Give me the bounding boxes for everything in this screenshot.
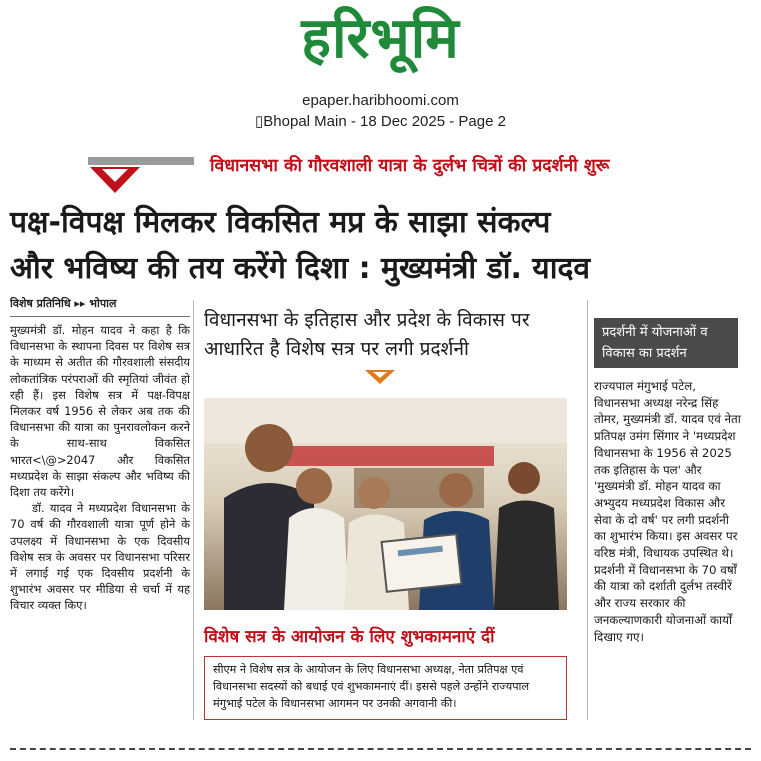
headline-line-1: पक्ष-विपक्ष मिलकर विकसित मप्र के साझा संकल्प <box>10 205 551 240</box>
chevron-icon <box>90 167 140 195</box>
body-paragraph-2: डॉ. यादव ने मध्यप्रदेश विधानसभा के 70 वर्ष की गौरवशाली यात्रा पूर्ण होने के उपलक्ष्य में विधानसभा के एक दिवसीय विशेष सत्र के अवसर पर विधानसभा परिसर में लगाई गई एक दिवसीय प्रदर्शनी के शुभारंभ अवसर पर मीडिया से चर्चा में यह विचार व्यक्त किए। <box>10 501 190 613</box>
column-divider <box>587 300 588 720</box>
column-divider <box>193 300 194 720</box>
body-paragraph-1: मुख्यमंत्री डॉ. मोहन यादव ने कहा है कि विधानसभा के स्थापना दिवस पर विशेष सत्र के माध्यम से अतीत की गौरवशाली संसदीय लोकतांत्रिक परंपराओं की स्मृतियां जीवंत हो रही हैं। इस विशेष सत्र में पक्ष-विपक्ष मिलकर वर्ष 1956 से लेकर अब तक की विधानसभा की यात्रा का पुनरावलोकन करने के साथ-साथ विकसित भारत<\@>2047 और विकसित मध्यप्रदेश के साझा संकल्प और भविष्य की दिशा तय करेंगे। <box>10 323 190 500</box>
article-body <box>10 322 190 614</box>
edition-line <box>0 112 761 130</box>
byline: विशेष प्रतिनिधि ▸▸ भोपाल <box>10 296 190 317</box>
sidebar-title: प्रदर्शनी में योजनाओं व विकास का प्रदर्शन <box>594 318 738 368</box>
caption-headline: विशेष सत्र के आयोजन के लिए शुभकामनाएं दीं <box>204 627 495 647</box>
sidebar-body <box>594 378 744 645</box>
decor-bar <box>88 157 194 165</box>
caption-body: सीएम ने विशेष सत्र के आयोजन के लिए विधानसभा अध्यक्ष, नेता प्रतिपक्ष एवं विधानसभा सदस्यों को बधाई एवं शुभकामनाएं दीं। इससे पहले उन्होंने राज्यपाल मंगुभाई पटेल के विधानसभा आगमन पर उनकी अगवानी की। <box>204 656 567 720</box>
site-url[interactable]: epaper.haribhoomi.com <box>302 92 459 109</box>
sidebar-paragraph-1: राज्यपाल मंगुभाई पटेल, विधानसभा अध्यक्ष नरेन्द्र सिंह तोमर, मुख्यमंत्री डॉ. यादव एवं नेता प्रतिपक्ष उमंग सिंगार ने 'मध्यप्रदेश विधानसभा के 1956 से 2025 तक इतिहास के पल' और 'मुख्यमंत्री डॉ. मोहन यादव का अभ्युदय मध्यप्रदेश विकास और सेवा के दो वर्ष' पर लगी प्रदर्शनी का शुभारंभ किया। इस अवसर पर वरिष्ठ मंत्री, विधायक उपस्थित थे। <box>594 379 741 561</box>
pointer-arrow-icon <box>365 370 395 386</box>
news-photo <box>204 398 567 610</box>
calendar-icon: ▯ <box>255 113 264 130</box>
page-bottom-rule <box>10 748 751 750</box>
edition-text: Bhopal Main - 18 Dec 2025 - Page 2 <box>263 113 506 130</box>
masthead-logo: हरिभूमि <box>301 6 460 71</box>
headline-line-2: और भविष्य की तय करेंगे दिशा : मुख्यमंत्री डॉ. यादव <box>10 251 591 286</box>
sidebar-paragraph-2: प्रदर्शनी में विधानसभा के 70 वर्षों की यात्रा को दर्शाती दुर्लभ तस्वीरें और राज्य सरकार की जनकल्याणकारी योजनाओं कार्यों दिखाए गए। <box>594 562 737 644</box>
article-kicker: विधानसभा की गौरवशाली यात्रा के दुर्लभ चित्रों की प्रदर्शनी शुरू <box>210 156 610 176</box>
article-headline <box>10 200 755 292</box>
exhibition-subheadline: विधानसभा के इतिहास और प्रदेश के विकास पर आधारित है विशेष सत्र पर लगी प्रदर्शनी <box>204 309 530 360</box>
